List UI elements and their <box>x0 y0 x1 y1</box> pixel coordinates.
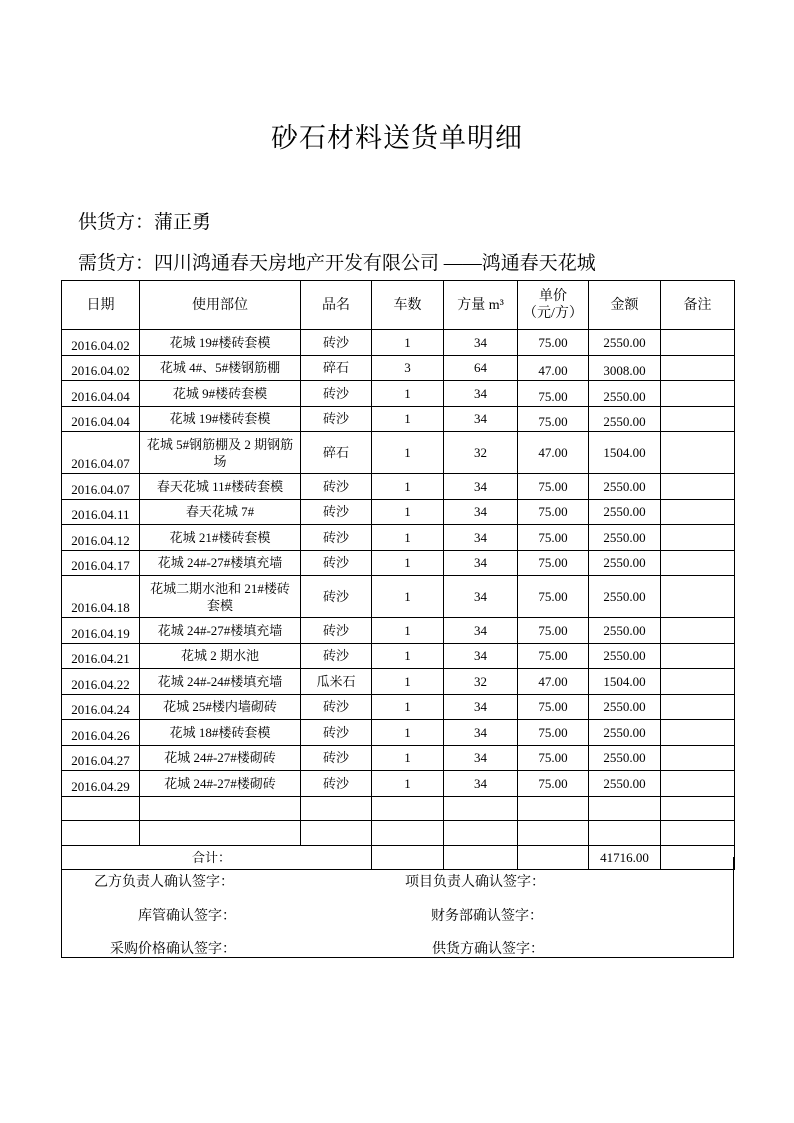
supplier-line: 供货方：蒲正勇 <box>78 212 212 233</box>
signature-area <box>61 857 734 958</box>
cell-date: 2016.04.24 <box>62 694 140 720</box>
cell-location: 花城 5#钢筋棚及 2 期钢筋场 <box>140 432 301 474</box>
table-row <box>62 330 735 356</box>
cell-note <box>661 576 735 618</box>
header-volume: 方量 m³ <box>444 281 518 330</box>
cell-trucks: 1 <box>372 525 444 551</box>
cell-note <box>661 330 735 356</box>
blank-cell <box>444 796 518 821</box>
cell-location: 花城 24#-24#楼填充墙 <box>140 669 301 695</box>
cell-amount: 2550.00 <box>589 474 661 500</box>
blank-cell <box>62 821 140 846</box>
cell-amount: 2550.00 <box>589 576 661 618</box>
cell-amount: 2550.00 <box>589 643 661 669</box>
cell-volume: 34 <box>444 576 518 618</box>
cell-date: 2016.04.02 <box>62 330 140 356</box>
table-row <box>62 643 735 669</box>
cell-product: 砖沙 <box>301 406 372 432</box>
cell-volume: 32 <box>444 432 518 474</box>
cell-trucks: 1 <box>372 618 444 644</box>
cell-location: 花城 21#楼砖套模 <box>140 525 301 551</box>
table-row <box>62 432 735 474</box>
blank-cell <box>589 821 661 846</box>
cell-product: 砖沙 <box>301 694 372 720</box>
total-label: 合计： <box>62 845 372 869</box>
cell-product: 砖沙 <box>301 550 372 576</box>
cell-price: 75.00 <box>518 525 589 551</box>
cell-trucks: 1 <box>372 643 444 669</box>
cell-price: 75.00 <box>518 474 589 500</box>
cell-price: 75.00 <box>518 745 589 771</box>
table-row <box>62 576 735 618</box>
cell-price: 47.00 <box>518 355 589 381</box>
sig-finance: 财务部确认签字： <box>431 909 543 924</box>
cell-price: 75.00 <box>518 576 589 618</box>
blank-cell <box>140 796 301 821</box>
cell-location: 花城 9#楼砖套模 <box>140 381 301 407</box>
sig-purchase-price: 采购价格确认签字： <box>110 942 236 957</box>
cell-amount: 2550.00 <box>589 525 661 551</box>
cell-volume: 34 <box>444 618 518 644</box>
table-row <box>62 669 735 695</box>
table-row <box>62 771 735 797</box>
cell-date: 2016.04.07 <box>62 432 140 474</box>
header-amount: 金额 <box>589 281 661 330</box>
cell-amount: 2550.00 <box>589 771 661 797</box>
header-date: 日期 <box>62 281 140 330</box>
cell-product: 碎石 <box>301 432 372 474</box>
cell-location: 花城 18#楼砖套模 <box>140 720 301 746</box>
cell-product: 砖沙 <box>301 330 372 356</box>
cell-date: 2016.04.11 <box>62 499 140 525</box>
cell-date: 2016.04.02 <box>62 355 140 381</box>
table-row <box>62 694 735 720</box>
cell-product: 砖沙 <box>301 474 372 500</box>
cell-price: 75.00 <box>518 330 589 356</box>
cell-volume: 34 <box>444 525 518 551</box>
header-price-line2: （元/方） <box>523 306 583 321</box>
cell-trucks: 1 <box>372 432 444 474</box>
cell-trucks: 1 <box>372 720 444 746</box>
cell-product: 砖沙 <box>301 618 372 644</box>
cell-product: 砖沙 <box>301 745 372 771</box>
cell-product: 砖沙 <box>301 525 372 551</box>
blank-cell <box>372 796 444 821</box>
cell-volume: 34 <box>444 720 518 746</box>
sig-party-b: 乙方负责人确认签字： <box>94 875 234 890</box>
sig-project: 项目负责人确认签字： <box>405 875 545 890</box>
cell-location: 花城 4#、5#楼钢筋棚 <box>140 355 301 381</box>
total-amount: 41716.00 <box>589 845 661 869</box>
cell-price: 47.00 <box>518 669 589 695</box>
cell-amount: 2550.00 <box>589 330 661 356</box>
blank-cell <box>589 796 661 821</box>
header-product: 品名 <box>301 281 372 330</box>
buyer-line: 需货方：四川鸿通春天房地产开发有限公司 ——鸿通春天花城 <box>78 253 596 274</box>
cell-trucks: 1 <box>372 550 444 576</box>
cell-note <box>661 669 735 695</box>
cell-date: 2016.04.18 <box>62 576 140 618</box>
cell-note <box>661 771 735 797</box>
cell-location: 花城 24#-27#楼砌砖 <box>140 745 301 771</box>
cell-note <box>661 499 735 525</box>
cell-location: 花城二期水池和 21#楼砖套模 <box>140 576 301 618</box>
cell-trucks: 1 <box>372 745 444 771</box>
blank-cell <box>140 821 301 846</box>
cell-trucks: 1 <box>372 771 444 797</box>
cell-product: 砖沙 <box>301 381 372 407</box>
cell-amount: 2550.00 <box>589 499 661 525</box>
cell-amount: 2550.00 <box>589 618 661 644</box>
cell-product: 砖沙 <box>301 771 372 797</box>
blank-cell <box>301 821 372 846</box>
cell-price: 75.00 <box>518 406 589 432</box>
cell-date: 2016.04.07 <box>62 474 140 500</box>
cell-date: 2016.04.21 <box>62 643 140 669</box>
cell-volume: 34 <box>444 550 518 576</box>
blank-row <box>62 796 735 821</box>
table-row <box>62 406 735 432</box>
cell-amount: 2550.00 <box>589 550 661 576</box>
cell-price: 75.00 <box>518 550 589 576</box>
cell-amount: 2550.00 <box>589 745 661 771</box>
cell-volume: 34 <box>444 694 518 720</box>
cell-location: 花城 25#楼内墙砌砖 <box>140 694 301 720</box>
cell-note <box>661 618 735 644</box>
header-note: 备注 <box>661 281 735 330</box>
cell-date: 2016.04.29 <box>62 771 140 797</box>
cell-price: 75.00 <box>518 771 589 797</box>
cell-note <box>661 355 735 381</box>
table-row <box>62 355 735 381</box>
cell-volume: 64 <box>444 355 518 381</box>
cell-note <box>661 550 735 576</box>
cell-volume: 34 <box>444 499 518 525</box>
blank-cell <box>518 821 589 846</box>
cell-location: 花城 19#楼砖套模 <box>140 330 301 356</box>
cell-product: 砖沙 <box>301 720 372 746</box>
cell-trucks: 1 <box>372 406 444 432</box>
cell-product: 砖沙 <box>301 499 372 525</box>
cell-trucks: 1 <box>372 669 444 695</box>
cell-note <box>661 694 735 720</box>
sig-warehouse: 库管确认签字： <box>138 909 236 924</box>
blank-cell <box>62 796 140 821</box>
cell-note <box>661 643 735 669</box>
table-row <box>62 618 735 644</box>
cell-trucks: 1 <box>372 694 444 720</box>
cell-trucks: 1 <box>372 330 444 356</box>
blank-cell <box>444 821 518 846</box>
cell-date: 2016.04.17 <box>62 550 140 576</box>
cell-price: 75.00 <box>518 720 589 746</box>
cell-date: 2016.04.27 <box>62 745 140 771</box>
cell-product: 碎石 <box>301 355 372 381</box>
cell-amount: 2550.00 <box>589 720 661 746</box>
cell-trucks: 1 <box>372 499 444 525</box>
blank-cell <box>518 796 589 821</box>
cell-note <box>661 381 735 407</box>
cell-note <box>661 432 735 474</box>
cell-note <box>661 406 735 432</box>
delivery-table <box>61 280 735 870</box>
table-header-row <box>62 281 735 330</box>
cell-location: 花城 24#-27#楼填充墙 <box>140 618 301 644</box>
table-row <box>62 474 735 500</box>
cell-volume: 34 <box>444 381 518 407</box>
cell-price: 75.00 <box>518 643 589 669</box>
cell-location: 春天花城 11#楼砖套模 <box>140 474 301 500</box>
cell-amount: 2550.00 <box>589 694 661 720</box>
cell-location: 花城 24#-27#楼填充墙 <box>140 550 301 576</box>
header-price-line1: 单价 <box>539 289 567 304</box>
blank-cell <box>372 821 444 846</box>
blank-cell <box>301 796 372 821</box>
header-price <box>518 281 589 330</box>
cell-product: 砖沙 <box>301 643 372 669</box>
cell-volume: 34 <box>444 406 518 432</box>
cell-date: 2016.04.19 <box>62 618 140 644</box>
cell-note <box>661 720 735 746</box>
cell-volume: 34 <box>444 330 518 356</box>
cell-note <box>661 474 735 500</box>
cell-product: 瓜米石 <box>301 669 372 695</box>
blank-row <box>62 821 735 846</box>
cell-date: 2016.04.22 <box>62 669 140 695</box>
cell-date: 2016.04.04 <box>62 381 140 407</box>
table-row <box>62 525 735 551</box>
header-trucks: 车数 <box>372 281 444 330</box>
cell-trucks: 3 <box>372 355 444 381</box>
cell-date: 2016.04.26 <box>62 720 140 746</box>
cell-date: 2016.04.12 <box>62 525 140 551</box>
cell-volume: 34 <box>444 643 518 669</box>
table-row <box>62 499 735 525</box>
cell-amount: 3008.00 <box>589 355 661 381</box>
sig-supplier-confirm: 供货方确认签字： <box>432 942 544 957</box>
cell-price: 75.00 <box>518 618 589 644</box>
cell-volume: 34 <box>444 745 518 771</box>
cell-volume: 34 <box>444 474 518 500</box>
cell-price: 75.00 <box>518 381 589 407</box>
cell-product: 砖沙 <box>301 576 372 618</box>
cell-location: 春天花城 7# <box>140 499 301 525</box>
cell-amount: 2550.00 <box>589 406 661 432</box>
cell-volume: 34 <box>444 771 518 797</box>
cell-amount: 2550.00 <box>589 381 661 407</box>
cell-trucks: 1 <box>372 474 444 500</box>
cell-trucks: 1 <box>372 576 444 618</box>
cell-price: 47.00 <box>518 432 589 474</box>
header-location: 使用部位 <box>140 281 301 330</box>
cell-note <box>661 525 735 551</box>
cell-date: 2016.04.04 <box>62 406 140 432</box>
cell-amount: 1504.00 <box>589 432 661 474</box>
document-title: 砂石材料送货单明细 <box>271 123 523 153</box>
blank-cell <box>661 796 735 821</box>
cell-volume: 32 <box>444 669 518 695</box>
cell-amount: 1504.00 <box>589 669 661 695</box>
cell-location: 花城 24#-27#楼砌砖 <box>140 771 301 797</box>
cell-location: 花城 19#楼砖套模 <box>140 406 301 432</box>
cell-location: 花城 2 期水池 <box>140 643 301 669</box>
cell-note <box>661 745 735 771</box>
cell-price: 75.00 <box>518 499 589 525</box>
table-row <box>62 720 735 746</box>
table-row <box>62 550 735 576</box>
table-row <box>62 381 735 407</box>
cell-price: 75.00 <box>518 694 589 720</box>
blank-cell <box>661 821 735 846</box>
table-row <box>62 745 735 771</box>
cell-trucks: 1 <box>372 381 444 407</box>
